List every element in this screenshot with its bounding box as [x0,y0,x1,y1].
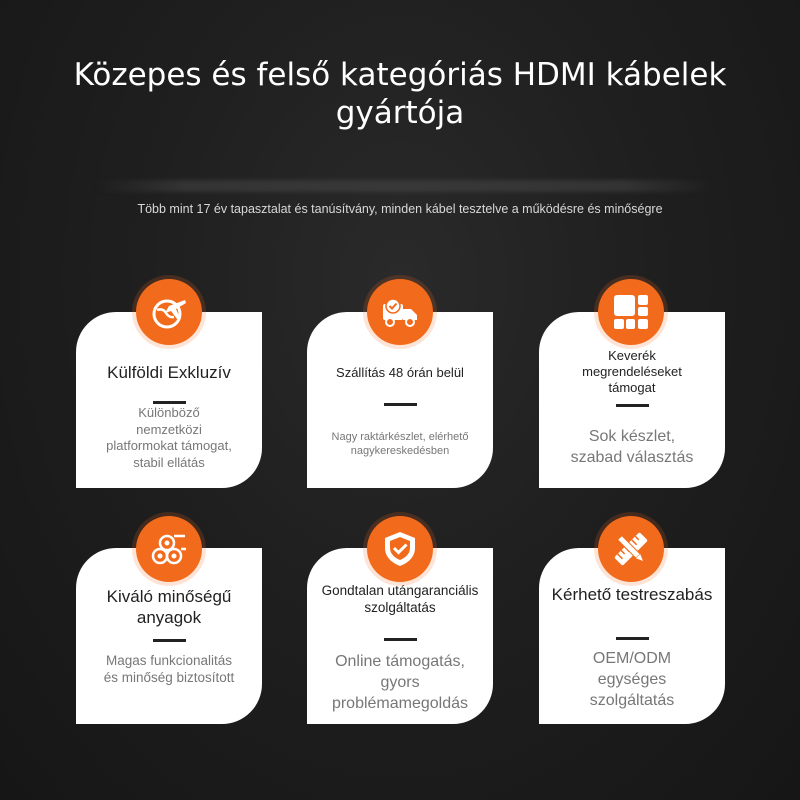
feature-divider [384,638,417,641]
feature-desc: Online támogatás, gyors problémamegoldás [331,653,469,712]
blurred-text-line [95,180,715,192]
grid-blocks-icon [598,279,664,345]
material-rolls-icon [136,516,202,582]
ruler-pencil-icon [598,516,664,582]
plane-globe-icon [136,279,202,345]
shield-check-icon [367,516,433,582]
feature-divider [153,401,186,404]
feature-title: Keverék megrendeléseket támogat [582,348,682,395]
page-title [40,56,760,132]
page-title-line1: Közepes és felső kategóriás HDMI kábelek [73,57,727,93]
feature-title: Gondtalan utángaranciális szolgáltatás [321,583,479,615]
feature-title: Kiváló minőségű anyagok [106,587,232,627]
feature-divider [384,403,417,406]
feature-title: Szállítás 48 órán belül [336,365,464,380]
feature-desc: Nagy raktárkészlet, elérhető nagykereskedésben [331,431,469,457]
feature-title: Külföldi Exkluzív [107,363,231,382]
feature-desc: Sok készlet, szabad választás [570,428,694,466]
feature-divider [153,639,186,642]
delivery-truck-icon [367,279,433,345]
feature-desc: OEM/ODM egységes szolgáltatás [589,650,675,709]
page-title-line2: gyártója [335,95,465,131]
feature-title: Kérhető testreszabás [551,585,713,604]
feature-divider [616,637,649,640]
feature-desc: Különböző nemzetközi platformokat támogat, stabil ellátás [106,405,232,470]
page-subtitle: Több mint 17 év tapasztalat és tanúsítvány, minden kábel tesztelve a működésre és minőségre [137,202,663,216]
feature-divider [616,404,649,407]
feature-desc: Magas funkcionalitás és minőség biztosított [103,653,235,685]
